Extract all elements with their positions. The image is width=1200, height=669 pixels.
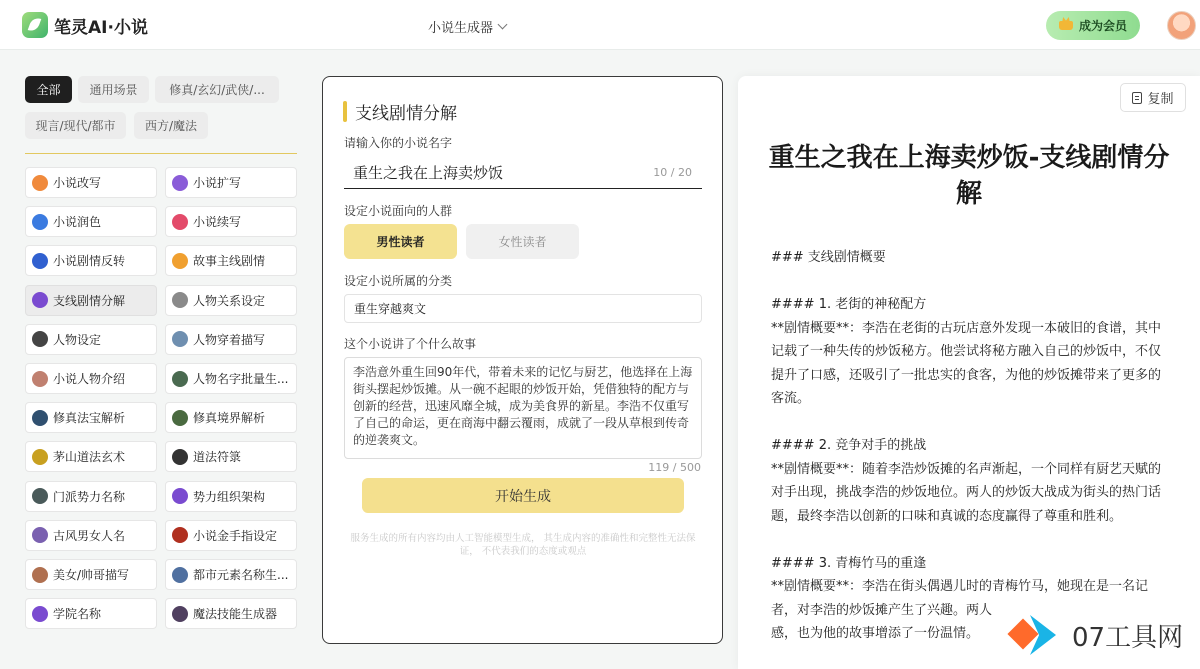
- novel-name-label: 请输入你的小说名字: [344, 136, 453, 150]
- tool-label: 人物名字批量生...: [193, 372, 289, 386]
- filter-chip[interactable]: 西方/魔法: [134, 112, 208, 139]
- result-line: **剧情概要**：李浩在街头偶遇儿时的青梅竹马，她现在是一名记者，对李浩的炒饭摊产生了兴趣。两人: [771, 579, 1149, 618]
- result-line: **剧情概要**：李浩在老街的古玩店意外发现一本破旧的食谱，其中记载了一种失传的炒饭秘方。他尝试将秘方融入自己的炒饭中，不仅提升了口感，还吸引了一批忠实的食客，为他的炒饭摊带来了更多的客流。: [771, 320, 1162, 406]
- genre-input[interactable]: 重生穿越爽文: [344, 294, 702, 323]
- tool-label: 小说金手指设定: [193, 528, 278, 543]
- tool-icon: [32, 449, 48, 465]
- tool-icon: [172, 567, 188, 583]
- tool-label: 魔法技能生成器: [193, 607, 278, 622]
- tool-item[interactable]: [165, 481, 297, 512]
- tool-item[interactable]: [25, 363, 157, 394]
- tool-label: 茅山道法玄术: [53, 450, 126, 465]
- feather-logo-icon: [22, 12, 48, 38]
- tool-label: 小说扩写: [193, 176, 242, 190]
- genre-label: 设定小说所属的分类: [344, 274, 453, 288]
- tool-icon: [32, 175, 48, 191]
- title-accent-bar: [343, 101, 347, 122]
- become-member-button[interactable]: [1046, 11, 1140, 40]
- filter-divider: [25, 153, 297, 154]
- tool-item[interactable]: [25, 598, 157, 629]
- form-title: [343, 99, 457, 124]
- tool-item[interactable]: [25, 559, 157, 590]
- tool-item[interactable]: [165, 206, 297, 237]
- result-content: [771, 246, 1171, 646]
- tool-icon: [172, 449, 188, 465]
- user-avatar[interactable]: [1167, 11, 1196, 40]
- copy-button[interactable]: [1120, 83, 1186, 112]
- tool-label: 人物设定: [53, 332, 102, 347]
- tool-label: 小说改写: [53, 176, 102, 190]
- tool-item[interactable]: [25, 206, 157, 237]
- tool-icon: [32, 488, 48, 504]
- filter-chip[interactable]: 现言/现代/都市: [25, 112, 126, 139]
- tool-icon: [172, 371, 188, 387]
- copy-icon: [1132, 92, 1142, 104]
- blank-line: [771, 270, 1171, 294]
- tool-item[interactable]: [165, 598, 297, 629]
- tool-label: 修真法宝解析: [53, 411, 126, 426]
- result-line: #### 2. 竞争对手的挑战: [771, 438, 927, 453]
- app-title: 笔灵AI·小说: [54, 17, 148, 38]
- mode-dropdown[interactable]: [428, 17, 506, 36]
- input-form-card: [322, 76, 723, 644]
- novel-name-counter: 10 / 20: [653, 166, 692, 179]
- tool-icon: [32, 292, 48, 308]
- chevron-down-icon: [498, 20, 508, 30]
- tool-icon: [32, 410, 48, 426]
- tool-label: 修真境界解析: [193, 411, 266, 426]
- tool-label: 小说续写: [193, 215, 242, 230]
- tool-icon: [172, 292, 188, 308]
- tool-label: 小说人物介绍: [53, 372, 126, 386]
- tool-label: 支线剧情分解: [53, 293, 126, 308]
- novel-name-input[interactable]: [344, 157, 702, 189]
- tool-icon: [32, 214, 48, 230]
- audience-male-button[interactable]: 男性读者: [344, 224, 457, 259]
- tool-item[interactable]: [25, 520, 157, 551]
- blank-line: [771, 528, 1171, 552]
- filter-chip[interactable]: 通用场景: [78, 76, 149, 103]
- result-line: **剧情概要**：随着李浩炒饭摊的名声渐起，一个同样有厨艺天赋的对手出现，挑战李浩的炒饭地位。两人的炒饭大战成为街头的热门话题，最终李浩以创新的口味和真诚的态度赢得了尊重和胜利。: [771, 461, 1162, 524]
- tool-icon: [172, 410, 188, 426]
- filter-chip[interactable]: 修真/玄幻/武侠/...: [155, 76, 279, 103]
- tool-item[interactable]: [165, 167, 297, 198]
- tool-label: 人物关系设定: [193, 293, 266, 308]
- tool-item[interactable]: [165, 245, 297, 276]
- copy-label: 复制: [1147, 92, 1174, 107]
- tool-item[interactable]: [165, 402, 297, 433]
- result-line: #### 1. 老街的神秘配方: [771, 297, 927, 312]
- tool-label: 门派势力名称: [53, 489, 126, 504]
- top-header: [0, 0, 1200, 50]
- result-panel: [738, 76, 1200, 669]
- tool-label: 古风男女人名: [53, 528, 126, 543]
- tool-label: 道法符箓: [193, 450, 242, 465]
- tool-icon: [172, 331, 188, 347]
- tool-icon: [32, 331, 48, 347]
- tool-label: 美女/帅哥描写: [53, 568, 130, 582]
- mode-dropdown-label: 小说生成器: [428, 21, 494, 36]
- tool-item[interactable]: [165, 285, 297, 316]
- watermark-logo-icon: [1012, 615, 1062, 655]
- result-title: 重生之我在上海卖炒饭-支线剧情分解: [768, 143, 1170, 209]
- tool-item[interactable]: [165, 363, 297, 394]
- filter-chip[interactable]: 全部: [25, 76, 72, 103]
- result-line: ### 支线剧情概要: [771, 250, 886, 265]
- tool-item[interactable]: [25, 245, 157, 276]
- tool-icon: [172, 527, 188, 543]
- tool-item[interactable]: [25, 402, 157, 433]
- tool-item[interactable]: [165, 324, 297, 355]
- tool-icon: [32, 371, 48, 387]
- tool-item[interactable]: [25, 324, 157, 355]
- tool-icon: [172, 606, 188, 622]
- watermark-text: 07工具网: [1072, 622, 1184, 653]
- tool-label: 小说剧情反转: [53, 254, 126, 269]
- result-line: #### 3. 青梅竹马的重逢: [771, 555, 927, 571]
- tool-icon: [32, 527, 48, 543]
- site-watermark: [1012, 615, 1183, 655]
- tool-item[interactable]: [25, 441, 157, 472]
- audience-female-button[interactable]: 女性读者: [466, 224, 579, 259]
- tool-label: 都市元素名称生...: [193, 568, 289, 582]
- result-line: 感，也为他的故事增添了一份温情。: [771, 626, 980, 641]
- tool-label: 势力组织架构: [193, 489, 266, 504]
- tool-item[interactable]: [25, 481, 157, 512]
- tool-icon: [32, 253, 48, 269]
- crown-icon: [1059, 21, 1073, 30]
- tool-icon: [172, 253, 188, 269]
- start-generate-button[interactable]: 开始生成: [362, 478, 684, 513]
- app-logo[interactable]: [22, 12, 148, 38]
- tool-label: 故事主线剧情: [193, 254, 266, 269]
- tool-label: 学院名称: [53, 607, 102, 622]
- story-textarea[interactable]: 李浩意外重生回90年代，带着未来的记忆与厨艺，他选择在上海街头摆起炒饭摊。从一碗不起眼的炒饭开始，凭借独特的配方与创新的经营，迅速风靡全城，成为美食界的新星。李浩不仅重写了自己的命运，更在商海中翻云覆雨，成就了一段从草根到传奇的逆袭爽文。: [344, 357, 702, 459]
- tool-item[interactable]: [165, 441, 297, 472]
- tool-label: 小说润色: [53, 215, 102, 230]
- tool-icon: [172, 488, 188, 504]
- tool-icon: [172, 175, 188, 191]
- novel-name-value: 重生之我在上海卖炒饭: [353, 164, 504, 182]
- blank-line: [771, 411, 1171, 435]
- become-member-label: 成为会员: [1078, 19, 1127, 33]
- form-title-text: 支线剧情分解: [355, 104, 457, 124]
- tool-icon: [32, 606, 48, 622]
- story-counter: 119 / 500: [648, 461, 701, 474]
- tool-icon: [172, 214, 188, 230]
- tool-icon: [32, 567, 48, 583]
- audience-label: 设定小说面向的人群: [344, 204, 453, 218]
- tool-label: 人物穿着描写: [193, 332, 266, 347]
- tool-item[interactable]: [25, 167, 157, 198]
- tool-item[interactable]: [165, 520, 297, 551]
- tool-item[interactable]: [25, 285, 157, 316]
- tool-item[interactable]: [165, 559, 297, 590]
- story-label: 这个小说讲了个什么故事: [344, 337, 477, 351]
- ai-disclaimer: 服务生成的所有内容均由人工智能模型生成， 其生成内容的准确性和完整性无法保证， 不代表我们的态度或观点: [350, 533, 696, 557]
